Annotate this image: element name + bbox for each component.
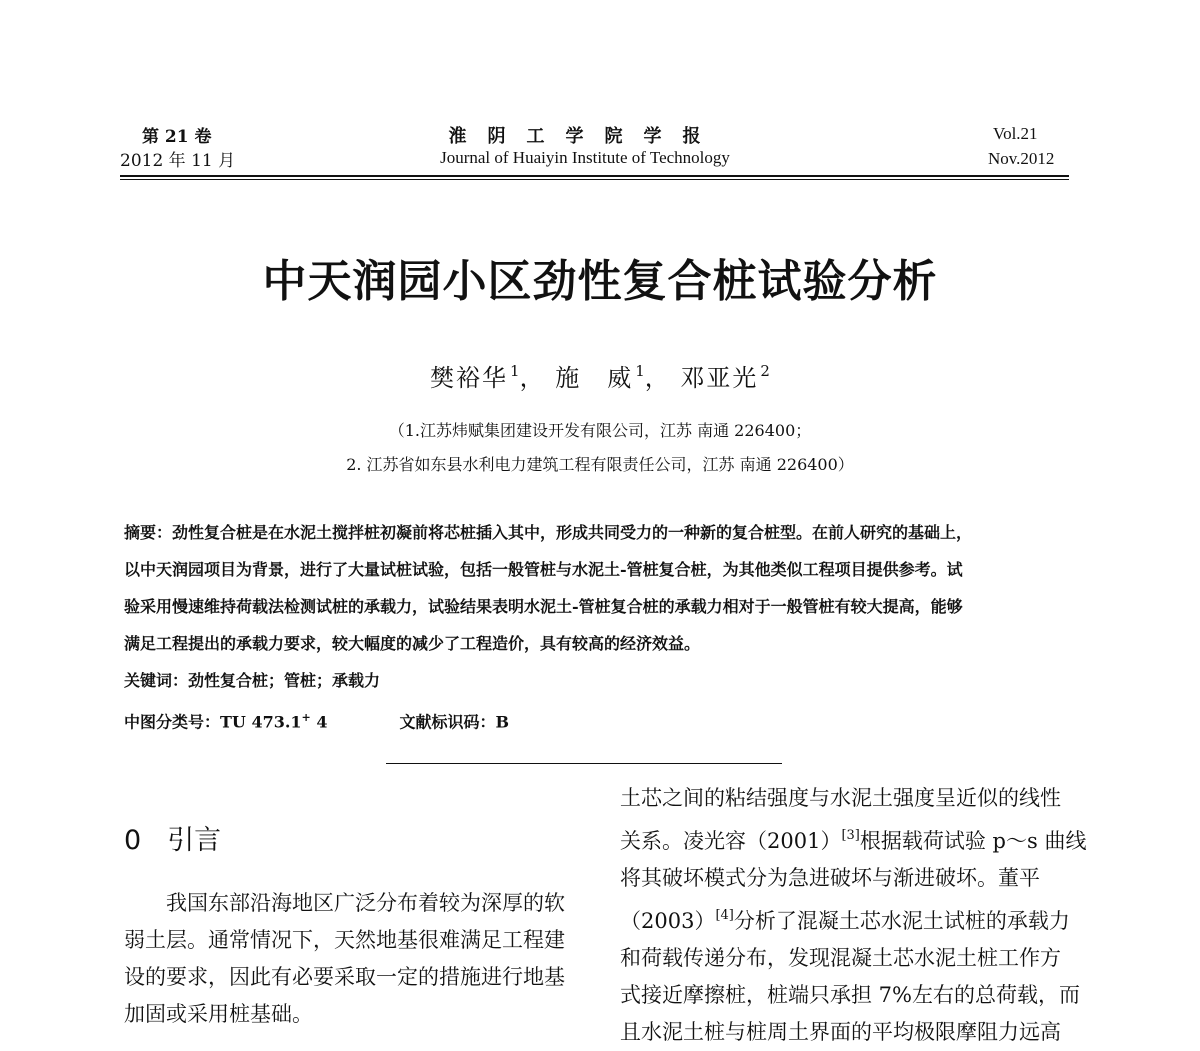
abstract-block: [124, 514, 1072, 740]
abstract-separator: [386, 763, 782, 764]
classification-line: [124, 699, 1072, 740]
paragraph-line: 且水泥土桩与桩周土界面的平均极限摩阻力远高: [620, 1020, 1061, 1044]
header-rule-thick: [120, 175, 1069, 177]
date-en: Nov.2012: [988, 149, 1055, 168]
section-heading: [124, 818, 221, 857]
abstract-line: 验采用慢速维持荷载法检测试桩的承载力，试验结果表明水泥土-管桩复合桩的承载力相对于一般管桩有较大提高，能够: [124, 597, 963, 616]
paragraph-line: 我国东部沿海地区广泛分布着较为深厚的软: [166, 891, 565, 915]
journal-title-cn: 淮阴工学院学报: [448, 126, 722, 147]
author-name: 施 威: [555, 364, 634, 392]
abstract-line: 以中天润园项目为背景，进行了大量试桩试验，包括一般管桩与水泥土-管桩复合桩，为其他类似工程项目提供参考。试: [124, 560, 963, 579]
volume-cn: 第 21 卷: [142, 127, 212, 147]
paragraph-line: 和荷载传递分布，发现混凝土芯水泥土桩工作方: [620, 946, 1061, 970]
text-span: （2003）: [620, 909, 716, 933]
section-title: 引言: [167, 825, 222, 856]
author-name: 樊裕华: [430, 364, 509, 392]
right-column: [620, 780, 1087, 1051]
abstract-text: 劲性复合桩是在水泥土搅拌桩初凝前将芯桩插入其中，形成共同受力的一种新的复合桩型。在前人研究的基础上，: [172, 523, 973, 542]
affiliation-line: 2. 江苏省如东县水利电力建筑工程有限责任公司，江苏 南通 226400）: [346, 455, 854, 474]
abstract-line: [124, 514, 1072, 551]
keywords-text: 劲性复合桩；管桩；承载力: [188, 671, 381, 690]
citation-ref: [3]: [841, 828, 860, 843]
paragraph-line: 弱土层。通常情况下，天然地基很难满足工程建: [124, 928, 565, 952]
text-span: 关系。凌光容（2001）: [620, 829, 842, 853]
author-list: 樊裕华 $^1$， 施 威 $^1$， 邓亚光 $^2$: [430, 362, 770, 392]
paper-title: 中天润园小区劲性复合桩试验分析: [262, 256, 938, 307]
paragraph-line: [620, 817, 1087, 860]
author-affiliation-mark: 1: [510, 362, 520, 380]
classification-value: TU 473.1: [220, 712, 302, 732]
paragraph-line: 式接近摩擦桩，桩端只承担 7%左右的总荷载，而: [620, 983, 1080, 1007]
author-affiliation-mark: 2: [760, 362, 770, 380]
abstract-line: 满足工程提出的承载力要求，较大幅度的减少了工程造价，具有较高的经济效益。: [124, 634, 701, 653]
volume-en: Vol.21: [993, 124, 1038, 143]
classification-tail: 4: [316, 712, 328, 732]
paragraph-line: 土芯之间的粘结强度与水泥土强度呈近似的线性: [620, 786, 1061, 810]
date-cn: 2012 年 11 月: [120, 151, 236, 171]
section-number: 0: [124, 825, 142, 856]
doc-code-label: 文献标识码：: [399, 712, 496, 732]
classification-sup: +: [301, 711, 311, 724]
keywords-label: 关键词：: [124, 671, 189, 690]
citation-ref: [4]: [715, 908, 734, 923]
header-rule-thin: [120, 179, 1069, 180]
classification-label: 中图分类号：: [124, 712, 221, 732]
paragraph-line: 加固或采用桩基础。: [124, 1002, 313, 1026]
paragraph-line: [620, 897, 1072, 940]
affiliation-line: （1.江苏炜赋集团建设开发有限公司，江苏 南通 226400；: [388, 421, 812, 440]
paragraph-line: 将其破坏模式分为急进破坏与渐进破坏。董平: [620, 866, 1040, 890]
author-name: 邓亚光: [680, 364, 759, 392]
keywords-line: [124, 662, 1072, 699]
doc-code-value: B: [495, 712, 510, 732]
author-affiliation-mark: 1: [635, 362, 645, 380]
text-span: 分析了混凝土芯水泥土试桩的承载力: [733, 909, 1070, 933]
abstract-label: 摘要：: [124, 523, 173, 542]
text-span: 根据载荷试验 p～s 曲线: [859, 829, 1087, 853]
left-column: [124, 885, 584, 1033]
paragraph-line: 设的要求，因此有必要采取一定的措施进行地基: [124, 965, 565, 989]
journal-title-en: Journal of Huaiyin Institute of Technology: [440, 148, 730, 167]
